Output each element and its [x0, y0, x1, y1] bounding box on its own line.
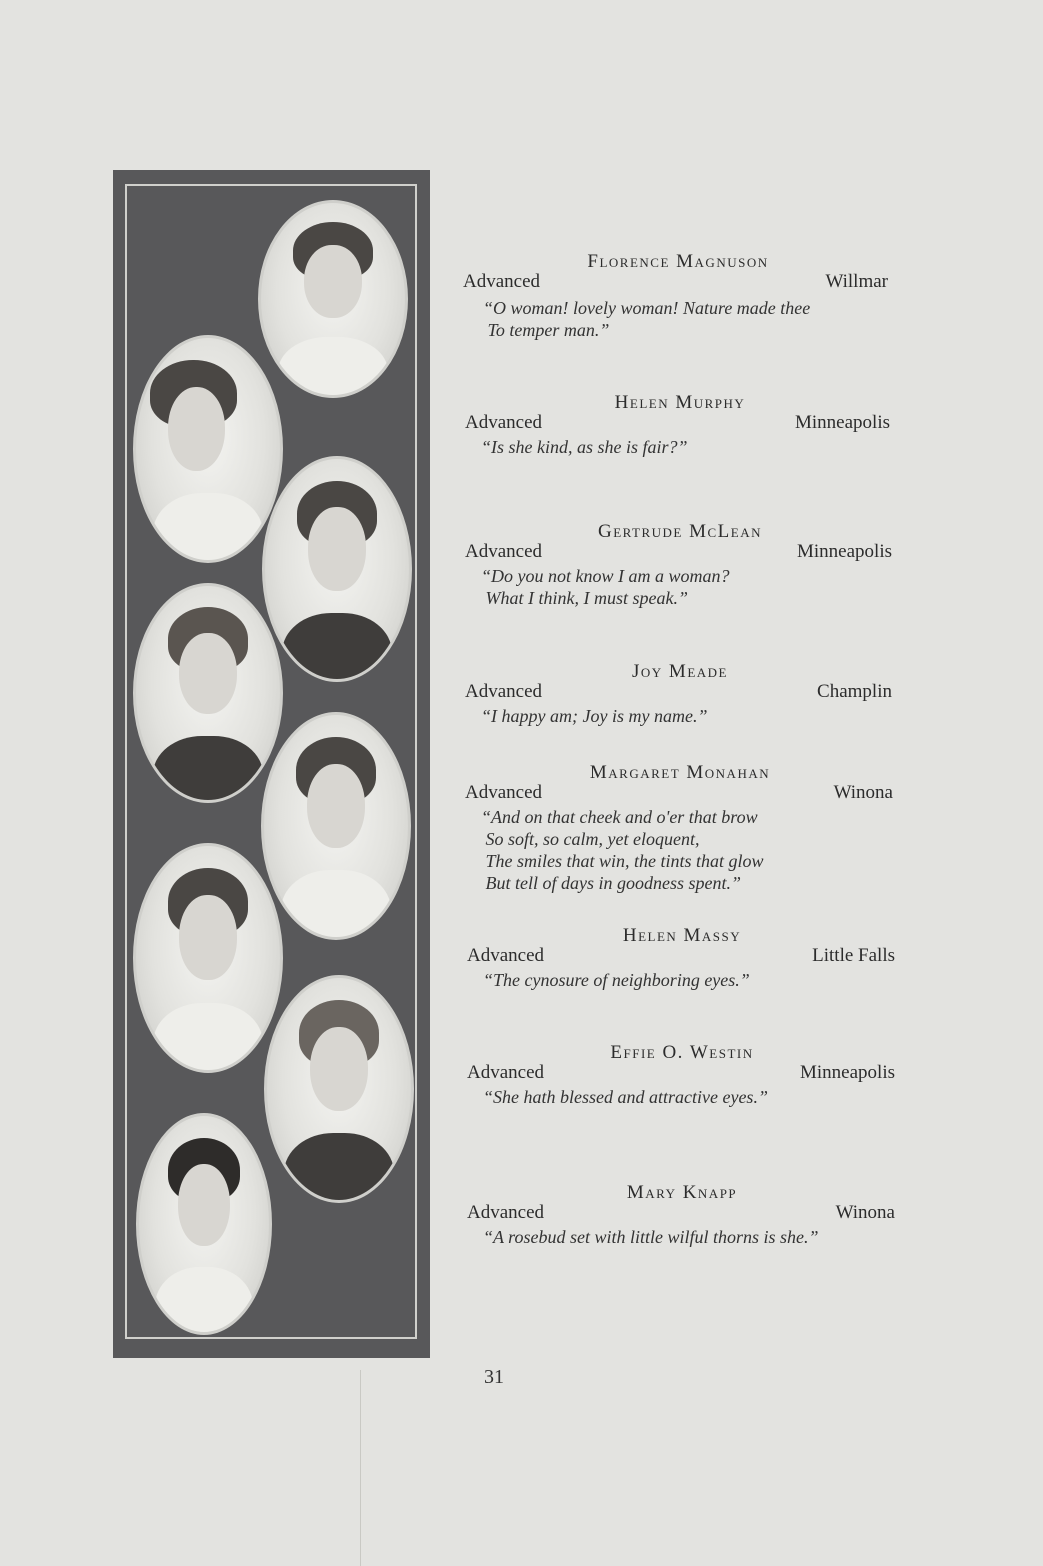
quote: “Do you not know I am a woman? What I think, I must speak.”: [481, 566, 730, 608]
hometown: Minneapolis: [795, 412, 890, 433]
course-label: Advanced: [467, 1062, 545, 1083]
hometown: Minneapolis: [800, 1062, 895, 1083]
student-name: Effie O. Westin: [610, 1042, 754, 1063]
student-name: Joy Meade: [632, 661, 728, 682]
student-name: Mary Knapp: [626, 1182, 738, 1203]
student-name: Gertrude McLean: [597, 521, 763, 542]
course-label: Advanced: [467, 1202, 545, 1223]
course-label: Advanced: [467, 945, 545, 966]
hometown: Willmar: [825, 271, 888, 292]
portrait-joy-meade: [133, 583, 283, 803]
student-name: Florence Magnuson: [587, 251, 769, 272]
hometown: Winona: [833, 782, 893, 803]
course-label: Advanced: [465, 681, 543, 702]
portrait-margaret-monahan: [261, 712, 411, 940]
course-label: Advanced: [465, 412, 543, 433]
hometown: Little Falls: [812, 945, 895, 966]
quote: “Is she kind, as she is fair?”: [481, 437, 688, 457]
hometown: Winona: [835, 1202, 895, 1223]
portrait-helen-massy: [133, 843, 283, 1073]
course-label: Advanced: [465, 541, 543, 562]
student-name: Margaret Monahan: [589, 762, 771, 783]
quote: “And on that cheek and o'er that brow So soft, so calm, yet eloquent, The smiles that win, the tints that glow But tell of days in goodness spent.”: [481, 807, 764, 893]
quote: “A rosebud set with little wilful thorns is she.”: [483, 1227, 819, 1247]
quote: “The cynosure of neighboring eyes.”: [483, 970, 750, 990]
student-name: Helen Murphy: [614, 392, 746, 413]
portrait-helen-murphy: [133, 335, 283, 563]
quote: “O woman! lovely woman! Nature made thee To temper man.”: [483, 298, 811, 340]
hometown: Champlin: [817, 681, 892, 702]
quote: “She hath blessed and attractive eyes.”: [483, 1087, 768, 1107]
binding-crease: [360, 1370, 361, 1566]
student-name: Helen Massy: [622, 925, 742, 946]
portrait-mary-knapp: [136, 1113, 272, 1335]
page-number: 31: [484, 1366, 504, 1388]
quote: “I happy am; Joy is my name.”: [481, 706, 708, 726]
portrait-florence-magnuson: [258, 200, 408, 398]
portrait-effie-westin: [264, 975, 414, 1203]
course-label: Advanced: [463, 271, 541, 292]
course-label: Advanced: [465, 782, 543, 803]
portrait-gertrude-mclean: [262, 456, 412, 682]
hometown: Minneapolis: [797, 541, 892, 562]
